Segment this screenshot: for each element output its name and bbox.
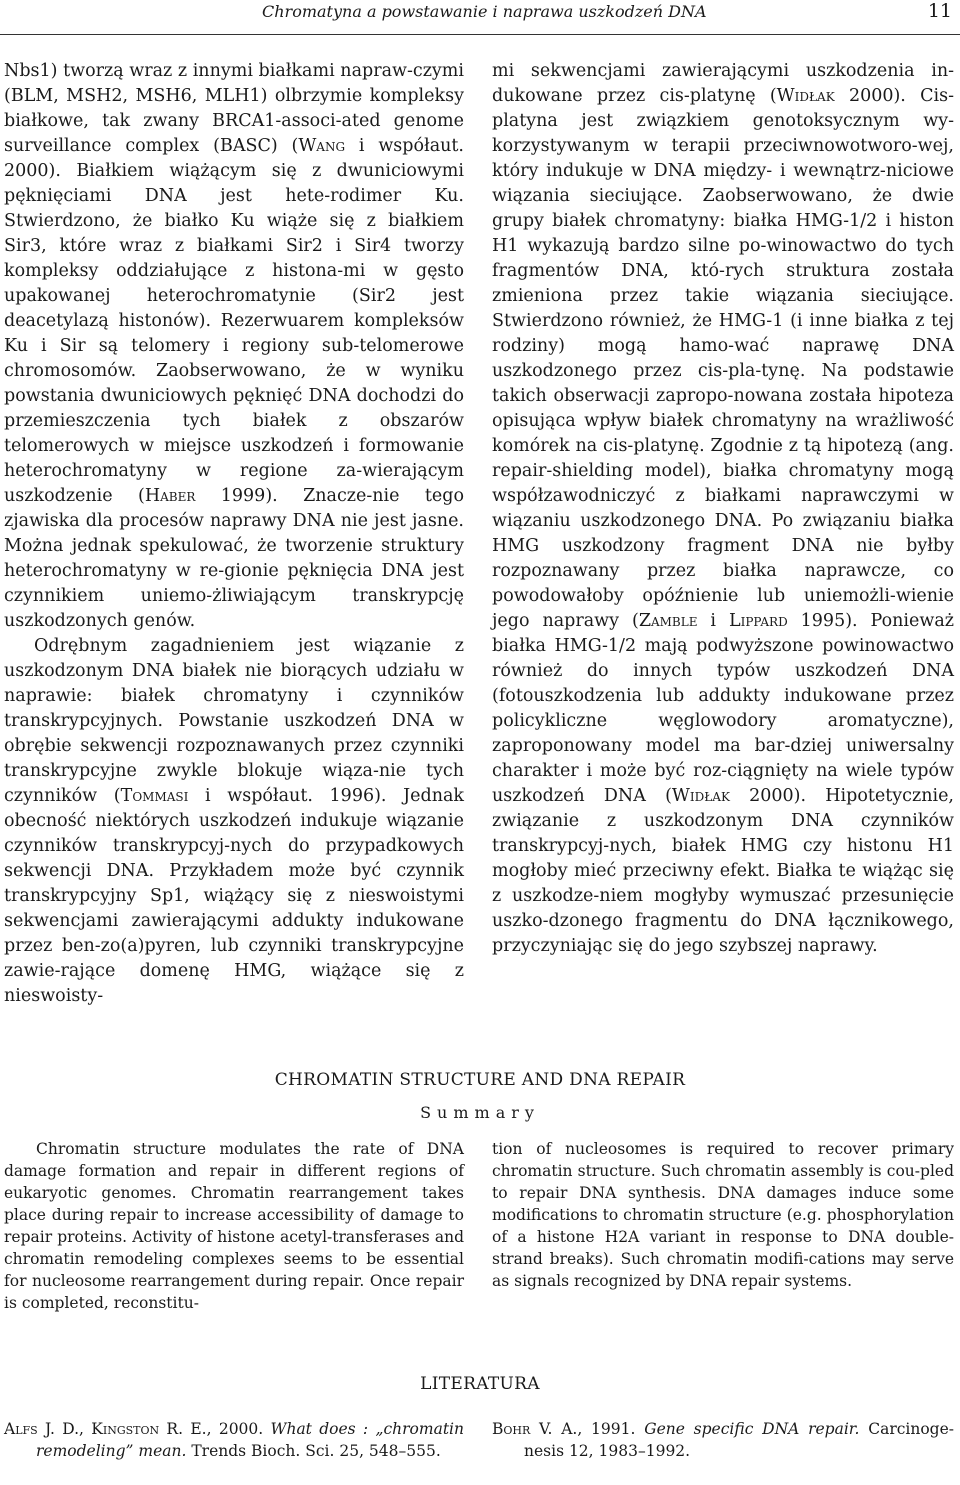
paragraph: mi sekwencjami zawierającymi uszkodzenia in-dukowane przez cis-platynę (Widłak 2000). Cis-platyna jest związkiem genotoksycznym wy-korzystywanym w terapii przeciwnowotworo-wej, który indukuje w DNA między- i wewnątrz-niciowe wiązania sieciujące. Zaobserwowano, że dwie grupy białek chromatyny: białka HMG-1/2 i histon H1 wykazują bardzo silne po-winowactwo do tych fragmentów DNA, któ-rych struktura została zmieniona przez takie wiązania sieciujące. Stwierdzono również, że HMG-1 (i inne białka z tej rodziny) mogą hamo-wać naprawę DNA uszkodzonego przez cis-pla-tynę. Na podstawie takich obserwacji zapropo-nowana została hipoteza opisująca wpływ białek chromatyny na wrażliwość komórek na cis-platynę. Zgodnie z tą hipotezą (ang. repair-shielding model), białka chromatyny mogą współzawodniczyć z białkami naprawczymi w wiązaniu uszkodzonego DNA. Po związaniu białka HMG uszkodzony fragment DNA nie byłby rozpoznawany przez białka naprawcze, co powodowałoby opóźnienie lub uniemożli-wienie jego naprawy (Zamble i Lippard 1995). Ponieważ białka HMG-1/2 mają podwyższone powinowactwo również do innych typów uszkodzeń DNA (fotouszkodzenia lub addukty indukowane przez policykliczne węglowodory aromatyczne), zaproponowany model ma bar-dziej uniwersalny charakter i może być roz-ciągnięty na wiele typów uszkodzeń DNA (Widłak 2000). Hipotetycznie, związanie z uszkodzonym DNA czynników transkrypcyj-nych, białek HMG czy histonu H1 mogłoby mieć przeciwny efekt. Białka te wiążąc się z uszkodze-niem mogłyby wymuszać przesunięcie uszko-dzonego fragmentu do DNA łącznikowego, przyczyniając się do jego szybszej naprawy. [492,61,954,956]
running-title: Chromatyna a powstawanie i naprawa uszkodzeń DNA [262,2,707,21]
summary-title: CHROMATIN STRUCTURE AND DNA REPAIR [274,1070,686,1090]
citation-author: Zamble [638,611,698,631]
page-header [0,0,960,35]
paragraph: Odrębnym zagadnieniem jest wiązanie z uszkodzonym DNA białek nie biorących udziału w naprawie: białek chromatyny i czynników transkrypcyjnych. Powstanie uszkodzeń DNA w obrębie sekwencji rozpoznawanych przez czynniki transkrypcyjne zwykle blokuje wiąza-nie tych czynników (Tommasi i współaut. 1996). Jednak obecność niektórych uszkodzeń indukuje wiązanie czynników transkrypcyj-nych do przypadkowych sekwencji DNA. Przykładem może być czynnik transkrypcyjny Sp1, wiążący się z nieswoistymi sekwencjami zawierającymi addukty indukowane przez ben-zo(a)pyren, lub czynniki transkrypcyjne zawie-rające domenę HMG, wiążące się z nieswoisty- [4,636,464,1006]
citation-author: Tommasi [120,786,189,806]
citation-author: Lippard [728,611,788,631]
citation-author: Widłak [671,786,730,806]
summary-text: tion of nucleosomes is required to recover primary chromatin structure. Such chromatin assembly is cou-pled to repair DNA synthesis. DNA damages induce some modifications to chromatin structure (e.g. phosphorylation of a histone H2A variant in response to DNA double-strand breaks). Such chromatin modifi-cations may serve as signals recognized by DNA repair systems. [492,1140,954,1290]
reference-item: Bohr V. A., 1991. Gene specific DNA repair. Carcinoge-nesis 12, 1983–1992. [492,1420,955,1460]
main-column-left [4,59,464,1009]
page-number: 11 [927,0,952,22]
reference-title: What does : „chromatin remodeling” mean. [36,1420,464,1460]
summary-label: Summary [420,1103,540,1122]
reference-item: Alfs J. D., Kingston R. E., 2000. What does : „chromatin remodeling” mean. Trends Bioch. Sci. 25, 548–555. [4,1420,464,1460]
main-column-right [492,59,954,959]
reference-title: Gene specific DNA repair. [644,1420,860,1438]
citation-author: Wang [298,136,346,156]
literature-title: LITERATURA [420,1374,540,1394]
reference-authors: Alfs J. D., Kingston R. E. [4,1420,207,1438]
summary-column-right [492,1138,954,1292]
citation-author: Widłak [776,86,835,106]
summary-column-left [4,1138,464,1314]
summary-text: Chromatin structure modulates the rate of DNA damage formation and repair in different regions of eukaryotic genomes. Chromatin rearrangement takes place during repair to increase accessibility of damage to repair proteins. Activity of histone acetyl-transferases and chromatin remodeling complexes seems to be essential for nucleosome rearrangement during repair. Once repair is completed, reconstitu- [4,1140,464,1312]
paragraph: Nbs1) tworzą wraz z innymi białkami napraw-czymi (BLM, MSH2, MSH6, MLH1) olbrzymie kompleksy białkowe, tak zwany BRCA1-associ-ated genome surveillance complex (BASC) (Wang i współaut. 2000). Białkiem wiążącym się z dwuniciowymi pęknięciami DNA jest hete-rodimer Ku. Stwierdzono, że białko Ku wiąże się z białkiem Sir3, które wraz z białkami Sir2 i Sir4 tworzy kompleksy oddziałujące z histona-mi w gęsto upakowanej heterochromatynie (Sir2 jest deacetylazą histonów). Rezerwuarem kompleksów Ku i Sir są telomery i regiony sub-telomerowe chromosomów. Zaobserwowano, że w wyniku powstania dwuniciowych pęknięć DNA dochodzi do przemieszczenia tych białek z obszarów telomerowych w miejsce uszkodzeń i formowanie heterochromatyny w regione za-wierającym uszkodzenie (Haber 1999). Znacze-nie tego zjawiska dla procesów naprawy DNA nie jest jasne. Można jednak spekulować, że tworzenie struktury heterochromatyny w re-gionie pęknięcia DNA jest czynnikiem uniemo-żliwiającym transkrypcję uszkodzonych genów. [4,61,464,631]
reference-authors: Bohr V. A. [492,1420,578,1438]
citation-author: Haber [144,486,196,506]
